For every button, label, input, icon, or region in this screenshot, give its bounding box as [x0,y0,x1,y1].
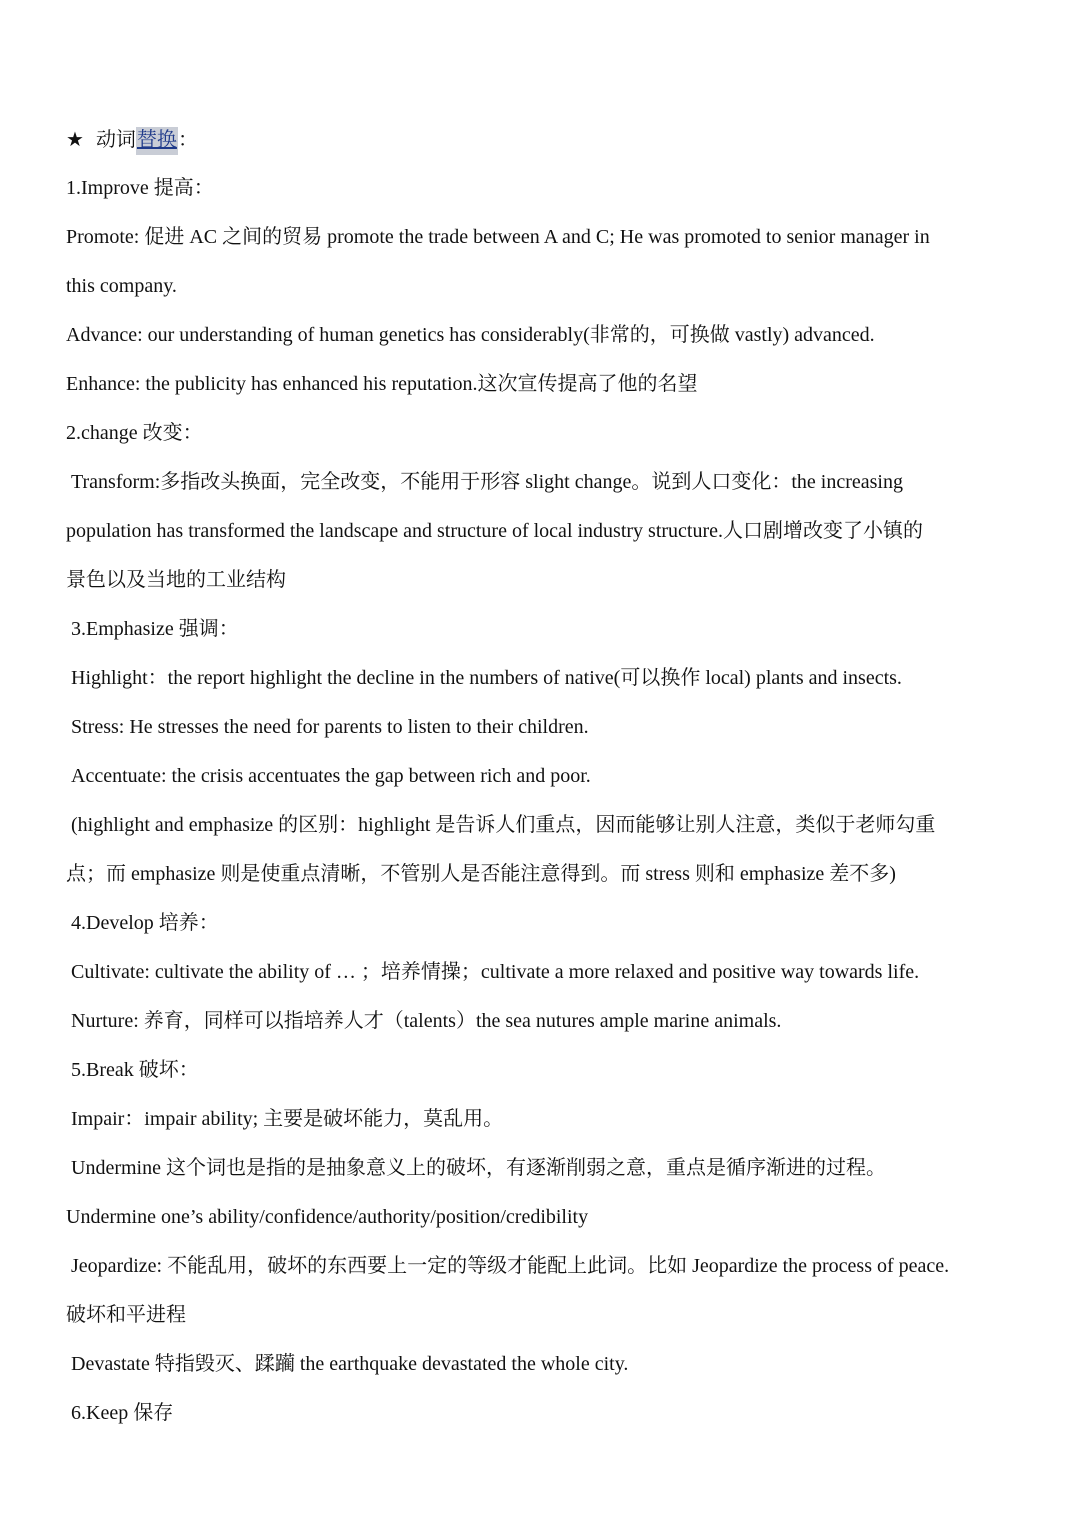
section-heading [66,125,198,154]
text-line: Highlight：the report highlight the decline in the numbers of native(可以换作 local) plants and insects. [71,667,902,689]
text-line: 点；而 emphasize 则是使重点清晰，不管别人是否能注意得到。而 stress 则和 emphasize 差不多) [66,863,896,885]
text-line: Nurture: 养育，同样可以指培养人才（talents）the sea nutures ample marine animals. [71,1010,782,1032]
text-line: 景色以及当地的工业结构 [66,569,286,591]
heading-suffix: ： [177,129,198,151]
text-line: Jeopardize: 不能乱用，破坏的东西要上一定的等级才能配上此词。比如 Jeopardize the process of peace. [71,1255,950,1277]
item-title-keep: 6.Keep 保存 [71,1402,174,1424]
text-line: Undermine 这个词也是指的是抽象意义上的破坏，有逐渐削弱之意，重点是循序渐进的过程。 [71,1157,886,1179]
text-line: Advance: our understanding of human genetics has considerably(非常的，可换做 vastly) advanced. [66,324,875,346]
text-line: Enhance: the publicity has enhanced his reputation.这次宣传提高了他的名望 [66,373,698,395]
text-line: (highlight and emphasize 的区别：highlight 是告诉人们重点，因而能够让别人注意，类似于老师勾重 [71,814,936,836]
star-icon: ★ [66,127,84,151]
item-title-improve: 1.Improve 提高： [66,177,214,199]
item-title-change: 2.change 改变： [66,422,203,444]
item-title-develop: 4.Develop 培养： [71,912,219,934]
text-line: Stress: He stresses the need for parents to listen to their children. [71,716,589,738]
item-title-break: 5.Break 破坏： [71,1059,199,1081]
text-line: population has transformed the landscape and structure of local industry structure.人口剧增改变了小镇的 [66,520,924,542]
text-line: Promote: 促进 AC 之间的贸易 promote the trade between A and C; He was promoted to senior manager in [66,226,930,248]
text-line: Transform:多指改头换面，完全改变，不能用于形容 slight change。说到人口变化：the increasing [71,471,903,493]
text-line: this company. [66,275,177,297]
item-title-emphasize: 3.Emphasize 强调： [71,618,239,640]
text-line: Undermine one’s ability/confidence/authority/position/credibility [66,1206,589,1228]
heading-highlight-link[interactable]: 替换 [136,127,178,155]
text-line: Impair：impair ability; 主要是破坏能力，莫乱用。 [71,1108,504,1130]
text-line: 破坏和平进程 [66,1304,186,1326]
text-line: Accentuate: the crisis accentuates the gap between rich and poor. [71,765,591,787]
text-line: Devastate 特指毁灭、蹂躏 the earthquake devastated the whole city. [71,1353,629,1375]
heading-prefix: 动词 [95,129,136,151]
text-line: Cultivate: cultivate the ability of … ；培养情操；cultivate a more relaxed and positive way towards life. [71,961,920,983]
